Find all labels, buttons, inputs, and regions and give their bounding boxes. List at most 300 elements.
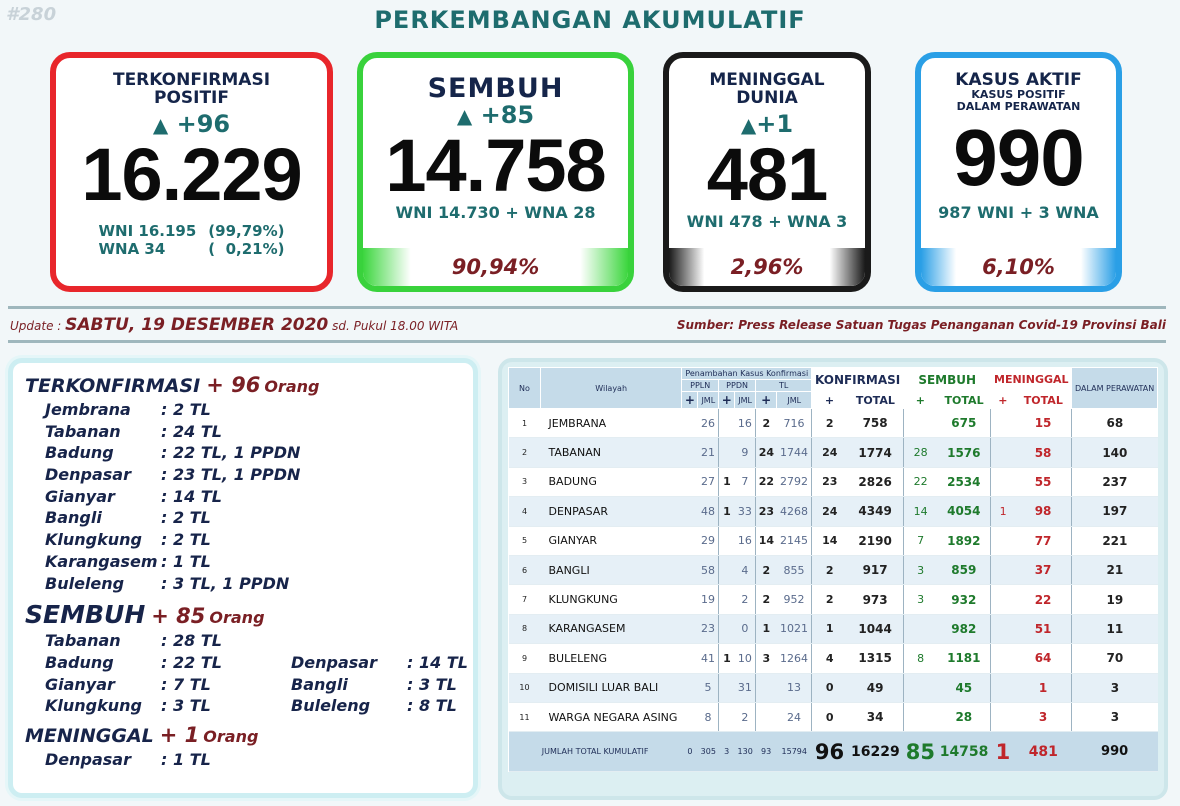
col-jml: JML [735, 392, 756, 409]
cell-no: 4 [509, 497, 541, 526]
confirmed-title-line2: POSITIF [153, 88, 229, 108]
region-name: Tabanan [45, 421, 121, 441]
confirmed-wna-pct: ( 0,21%) [208, 240, 285, 258]
cell-semb-plus: 22 [903, 467, 937, 496]
cell-men-plus [991, 409, 1015, 438]
col-sembuh: SEMBUH [903, 368, 990, 392]
region-name: Bangli [291, 674, 348, 694]
detail-recovered-list [25, 630, 468, 717]
list-item [25, 507, 463, 529]
region-name: Klungkung [45, 530, 142, 550]
cell-tl-plus [756, 673, 777, 702]
col-wilayah: Wilayah [541, 368, 682, 409]
total-ppln-jml: 305 [698, 732, 719, 772]
cell-semb-plus [903, 702, 937, 731]
cell-ppln-jml: 41 [698, 644, 719, 673]
cell-ppln-plus [682, 438, 698, 467]
cell-konf-total: 2826 [847, 467, 903, 496]
update-time: sd. Pukul 18.00 WITA [332, 319, 459, 333]
cell-no: 3 [509, 467, 541, 496]
cell-konf-plus: 24 [812, 497, 847, 526]
table-row [509, 555, 1158, 584]
list-item [25, 464, 463, 486]
cell-dalam: 221 [1072, 526, 1158, 555]
region-name: Denpasar [291, 652, 377, 672]
total-tl-plus: 93 [756, 732, 777, 772]
cell-men-plus [991, 438, 1015, 467]
cell-men-plus [991, 585, 1015, 614]
cell-tl-plus: 1 [756, 614, 777, 643]
cell-ppdn-plus [719, 526, 735, 555]
col-plus: + [682, 392, 698, 409]
cell-tl-jml: 2792 [777, 467, 812, 496]
cell-semb-plus [903, 614, 937, 643]
cell-men-plus [991, 555, 1015, 584]
page-title: PERKEMBANGAN AKUMULATIF [374, 6, 806, 34]
cell-semb-total: 859 [937, 555, 991, 584]
cell-men-plus [991, 614, 1015, 643]
cell-men-plus: 1 [991, 497, 1015, 526]
cell-konf-total: 1774 [847, 438, 903, 467]
cell-men-total: 64 [1015, 644, 1072, 673]
region-value: : 22 TL [161, 652, 222, 672]
cell-semb-total: 932 [937, 585, 991, 614]
list-item [25, 674, 463, 696]
cell-semb-plus: 3 [903, 555, 937, 584]
cell-ppdn-jml: 4 [735, 555, 756, 584]
daily-detail-panel [8, 358, 478, 798]
cell-konf-plus: 1 [812, 614, 847, 643]
table-row [509, 673, 1158, 702]
region-value: : 2 TL [161, 530, 211, 550]
cell-wilayah: GIANYAR [541, 526, 682, 555]
confirmed-delta-value: +96 [176, 110, 231, 138]
confirmed-title-line1: TERKONFIRMASI [112, 70, 271, 90]
cell-ppdn-jml: 16 [735, 526, 756, 555]
cell-semb-plus: 8 [903, 644, 937, 673]
cell-konf-total: 4349 [847, 497, 903, 526]
cell-wilayah: BADUNG [541, 467, 682, 496]
region-name: Tabanan [45, 631, 121, 651]
cell-ppdn-jml: 7 [735, 467, 756, 496]
col-men-plus: + [991, 392, 1015, 409]
cell-ppln-jml: 23 [698, 614, 719, 643]
cell-semb-total: 1892 [937, 526, 991, 555]
region-name: Badung [45, 652, 114, 672]
col-jml: JML [698, 392, 719, 409]
region-value: : 24 TL [161, 421, 222, 441]
cell-wilayah: TABANAN [541, 438, 682, 467]
cell-ppdn-plus [719, 555, 735, 584]
col-meninggal: MENINGGAL [991, 368, 1072, 392]
detail-recovered-label: SEMBUH [25, 600, 146, 630]
cell-dalam: 68 [1072, 409, 1158, 438]
cell-ppln-jml: 58 [698, 555, 719, 584]
list-item [25, 529, 463, 551]
cell-ppln-jml: 26 [698, 409, 719, 438]
cell-tl-jml: 1744 [777, 438, 812, 467]
cell-konf-plus: 2 [812, 409, 847, 438]
deaths-title [669, 71, 865, 107]
deaths-title-line2: DUNIA [736, 88, 798, 108]
table-row [509, 702, 1158, 731]
cell-tl-jml: 24 [777, 702, 812, 731]
recovered-card [357, 52, 634, 292]
cell-tl-plus: 22 [756, 467, 777, 496]
cell-tl-plus: 2 [756, 409, 777, 438]
total-ppln-plus: 0 [682, 732, 698, 772]
cell-ppln-plus [682, 409, 698, 438]
total-konf-plus: 96 [812, 732, 847, 772]
table-row [509, 497, 1158, 526]
active-subtitle-line2: DALAM PERAWATAN [956, 100, 1081, 113]
table-row [509, 526, 1158, 555]
cell-tl-jml: 952 [777, 585, 812, 614]
cell-konf-plus: 2 [812, 585, 847, 614]
cell-ppln-jml: 21 [698, 438, 719, 467]
region-value: : 23 TL, 1 PPDN [161, 465, 301, 485]
cell-konf-total: 1044 [847, 614, 903, 643]
cell-dalam: 237 [1072, 467, 1158, 496]
detail-confirmed-label: TERKONFIRMASI [25, 375, 201, 397]
deaths-title-line1: MENINGGAL [709, 70, 825, 90]
total-label: JUMLAH TOTAL KUMULATIF [509, 732, 682, 772]
divider [8, 340, 1166, 343]
cell-ppdn-plus [719, 438, 735, 467]
cell-semb-plus: 28 [903, 438, 937, 467]
active-title: KASUS AKTIF [955, 70, 1082, 90]
col-jml: JML [777, 392, 812, 409]
total-ppdn-jml: 130 [735, 732, 756, 772]
region-value: : 1 TL [161, 551, 211, 571]
table-row [509, 467, 1158, 496]
cell-wilayah: BANGLI [541, 555, 682, 584]
detail-confirmed-list [25, 399, 463, 594]
list-item [25, 630, 463, 652]
cell-tl-jml: 1021 [777, 614, 812, 643]
table-row [509, 614, 1158, 643]
active-breakdown: 987 WNI + 3 WNA [938, 203, 1099, 222]
cell-ppln-jml: 48 [698, 497, 719, 526]
detail-deaths-count: + 1 [159, 722, 200, 747]
list-item [25, 399, 463, 421]
region-value: : 3 TL [407, 674, 457, 694]
deaths-total: 481 [706, 133, 828, 216]
cell-ppdn-jml: 9 [735, 438, 756, 467]
col-ppdn: PPDN [719, 380, 756, 392]
cell-dalam: 70 [1072, 644, 1158, 673]
cell-ppdn-jml: 31 [735, 673, 756, 702]
detail-confirmed-heading [25, 373, 463, 399]
cell-ppdn-plus: 1 [719, 467, 735, 496]
cell-dalam: 3 [1072, 702, 1158, 731]
total-row [509, 732, 1158, 772]
col-semb-total: TOTAL [937, 392, 991, 409]
deaths-card [663, 52, 871, 292]
active-subtitle-line1: KASUS POSITIF [971, 88, 1066, 101]
source-note: Sumber: Press Release Satuan Tugas Penanganan Covid-19 Provinsi Bali [676, 318, 1166, 332]
region-value: : 22 TL, 1 PPDN [161, 443, 301, 463]
cell-tl-plus: 2 [756, 585, 777, 614]
recovered-delta-value: +85 [480, 101, 535, 129]
region-name: Buleleng [45, 573, 125, 593]
recovered-percent: 90,94% [363, 248, 628, 286]
total-semb-plus: 85 [903, 732, 937, 772]
region-name: Gianyar [45, 674, 115, 694]
cell-semb-plus: 3 [903, 585, 937, 614]
region-value: : 3 TL [161, 696, 211, 716]
update-info [10, 315, 458, 335]
col-plus: + [756, 392, 777, 409]
cell-dalam: 11 [1072, 614, 1158, 643]
cell-ppdn-jml: 0 [735, 614, 756, 643]
cell-konf-total: 49 [847, 673, 903, 702]
region-value: : 2 TL [161, 400, 211, 419]
col-konfirmasi: KONFIRMASI [812, 368, 904, 392]
cell-men-plus [991, 644, 1015, 673]
cell-tl-plus: 14 [756, 526, 777, 555]
cell-ppln-jml: 8 [698, 702, 719, 731]
cell-dalam: 140 [1072, 438, 1158, 467]
cell-ppln-plus [682, 702, 698, 731]
cell-men-total: 15 [1015, 409, 1072, 438]
region-name: Karangasem [45, 551, 158, 571]
recovered-title: SEMBUH [427, 73, 564, 104]
cell-tl-jml: 855 [777, 555, 812, 584]
col-konf-plus: + [812, 392, 847, 409]
detail-deaths-list [25, 749, 463, 771]
cell-ppln-jml: 19 [698, 585, 719, 614]
cell-men-total: 51 [1015, 614, 1072, 643]
cell-konf-plus: 24 [812, 438, 847, 467]
cell-konf-plus: 0 [812, 702, 847, 731]
cell-konf-plus: 2 [812, 555, 847, 584]
cell-ppdn-jml: 2 [735, 585, 756, 614]
region-value: : 8 TL [407, 696, 457, 716]
cell-ppdn-plus [719, 409, 735, 438]
cell-semb-plus [903, 673, 937, 702]
cell-men-total: 58 [1015, 438, 1072, 467]
page-id: #280 [6, 4, 57, 25]
cell-ppln-plus [682, 614, 698, 643]
cell-semb-total: 1576 [937, 438, 991, 467]
cell-tl-jml: 4268 [777, 497, 812, 526]
cell-no: 1 [509, 409, 541, 438]
cell-konf-plus: 0 [812, 673, 847, 702]
region-value: : 1 TL [161, 749, 211, 769]
cell-ppdn-plus [719, 614, 735, 643]
confirmed-wni: WNI 16.195 [98, 222, 197, 240]
cell-ppdn-plus [719, 673, 735, 702]
region-value: : 28 TL [161, 631, 222, 651]
region-name: Bangli [45, 508, 102, 528]
cell-semb-total: 45 [937, 673, 991, 702]
col-semb-plus: + [903, 392, 937, 409]
cell-ppln-plus [682, 673, 698, 702]
cell-tl-jml: 716 [777, 409, 812, 438]
cell-no: 10 [509, 673, 541, 702]
list-item [25, 573, 463, 595]
cell-ppdn-jml: 33 [735, 497, 756, 526]
col-dalam-perawatan: DALAM PERAWATAN [1072, 368, 1158, 409]
region-value: : 14 TL [407, 652, 468, 672]
cell-semb-total: 982 [937, 614, 991, 643]
cell-men-total: 55 [1015, 467, 1072, 496]
cell-ppdn-jml: 16 [735, 409, 756, 438]
cell-ppdn-jml: 10 [735, 644, 756, 673]
confirmed-card [50, 52, 333, 292]
detail-confirmed-unit: Orang [264, 377, 320, 396]
update-date: SABTU, 19 DESEMBER 2020 [65, 315, 329, 335]
cell-tl-jml: 2145 [777, 526, 812, 555]
deaths-breakdown: WNI 478 + WNA 3 [686, 212, 848, 231]
cell-wilayah: DENPASAR [541, 497, 682, 526]
cell-no: 7 [509, 585, 541, 614]
region-name: Denpasar [45, 465, 131, 485]
cell-ppdn-jml: 2 [735, 702, 756, 731]
cell-tl-plus: 24 [756, 438, 777, 467]
cell-tl-plus: 23 [756, 497, 777, 526]
recovered-breakdown: WNI 14.730 + WNA 28 [395, 203, 596, 222]
detail-deaths-heading [25, 723, 463, 749]
cell-semb-total: 4054 [937, 497, 991, 526]
cell-semb-total: 2534 [937, 467, 991, 496]
col-plus: + [719, 392, 735, 409]
recovered-total: 14.758 [385, 124, 606, 207]
cell-ppdn-plus [719, 702, 735, 731]
cell-konf-total: 917 [847, 555, 903, 584]
cell-tl-jml: 1264 [777, 644, 812, 673]
table-row [509, 438, 1158, 467]
confirmed-wna: WNA 34 [98, 240, 166, 258]
total-dalam: 990 [1072, 732, 1158, 772]
list-item [25, 442, 463, 464]
confirmed-wni-pct: (99,79%) [208, 222, 285, 240]
active-subtitle [921, 89, 1116, 113]
cell-men-total: 22 [1015, 585, 1072, 614]
list-item [25, 749, 463, 771]
cell-men-plus [991, 526, 1015, 555]
cell-konf-total: 1315 [847, 644, 903, 673]
cell-wilayah: BULELENG [541, 644, 682, 673]
cell-no: 2 [509, 438, 541, 467]
cell-ppln-plus [682, 497, 698, 526]
cell-konf-plus: 23 [812, 467, 847, 496]
cell-wilayah: KARANGASEM [541, 614, 682, 643]
cell-dalam: 21 [1072, 555, 1158, 584]
detail-recovered-heading [25, 600, 463, 630]
total-tl-jml: 15794 [777, 732, 812, 772]
update-label: Update : [10, 319, 62, 333]
cell-konf-total: 2190 [847, 526, 903, 555]
cell-konf-total: 758 [847, 409, 903, 438]
cell-konf-plus: 14 [812, 526, 847, 555]
detail-deaths-label: MENINGGAL [25, 724, 154, 747]
cell-ppdn-plus [719, 585, 735, 614]
list-item [25, 421, 463, 443]
deaths-delta-value: +1 [756, 110, 794, 138]
region-name: Gianyar [45, 486, 115, 506]
cell-wilayah: WARGA NEGARA ASING [541, 702, 682, 731]
divider [8, 306, 1166, 309]
cell-semb-total: 675 [937, 409, 991, 438]
col-ppln: PPLN [682, 380, 719, 392]
deaths-percent: 2,96% [669, 248, 865, 286]
cell-men-total: 1 [1015, 673, 1072, 702]
cell-konf-total: 973 [847, 585, 903, 614]
cell-ppln-plus [682, 526, 698, 555]
col-no: No [509, 368, 541, 409]
cell-no: 9 [509, 644, 541, 673]
region-name: Jembrana [45, 400, 131, 419]
active-percent: 6,10% [921, 248, 1116, 286]
col-tl: TL [756, 380, 812, 392]
cell-wilayah: DOMISILI LUAR BALI [541, 673, 682, 702]
region-value: : 14 TL [161, 486, 222, 506]
cell-konf-plus: 4 [812, 644, 847, 673]
total-ppdn-plus: 3 [719, 732, 735, 772]
cell-men-plus [991, 467, 1015, 496]
confirmed-title [56, 71, 327, 107]
table-row [509, 644, 1158, 673]
region-table-panel [498, 358, 1168, 800]
region-value: : 7 TL [161, 674, 211, 694]
cell-tl-plus [756, 702, 777, 731]
detail-recovered-unit: Orang [209, 608, 265, 628]
cell-ppln-plus [682, 555, 698, 584]
up-triangle-icon: ▲ [152, 113, 169, 137]
total-konf-total: 16229 [847, 732, 903, 772]
cell-semb-plus: 14 [903, 497, 937, 526]
active-card [915, 52, 1122, 292]
cell-no: 6 [509, 555, 541, 584]
up-triangle-icon: ▲ [456, 104, 473, 128]
col-penambahan: Penambahan Kasus Konfirmasi [682, 368, 812, 380]
region-name: Badung [45, 443, 114, 463]
cell-men-total: 98 [1015, 497, 1072, 526]
region-name: Denpasar [45, 749, 131, 769]
table-row [509, 409, 1158, 438]
total-men-plus: 1 [991, 732, 1015, 772]
cell-no: 5 [509, 526, 541, 555]
total-semb-total: 14758 [937, 732, 991, 772]
cell-tl-plus: 2 [756, 555, 777, 584]
cell-no: 11 [509, 702, 541, 731]
col-konf-total: TOTAL [847, 392, 903, 409]
region-value: : 2 TL [161, 508, 211, 528]
cell-semb-total: 28 [937, 702, 991, 731]
cell-ppln-plus [682, 585, 698, 614]
cell-ppln-plus [682, 644, 698, 673]
cell-konf-total: 34 [847, 702, 903, 731]
list-item [25, 551, 463, 573]
cell-dalam: 3 [1072, 673, 1158, 702]
detail-deaths-unit: Orang [203, 726, 259, 746]
cell-no: 8 [509, 614, 541, 643]
cell-men-total: 37 [1015, 555, 1072, 584]
cell-men-plus [991, 702, 1015, 731]
detail-confirmed-count: + 96 [206, 373, 261, 397]
total-men-total: 481 [1015, 732, 1072, 772]
cell-men-plus [991, 673, 1015, 702]
confirmed-total: 16.229 [81, 133, 302, 216]
cell-wilayah: JEMBRANA [541, 409, 682, 438]
up-triangle-icon: ▲ [740, 113, 757, 137]
cell-wilayah: KLUNGKUNG [541, 585, 682, 614]
cell-tl-plus: 3 [756, 644, 777, 673]
list-item [25, 695, 463, 717]
cell-dalam: 197 [1072, 497, 1158, 526]
